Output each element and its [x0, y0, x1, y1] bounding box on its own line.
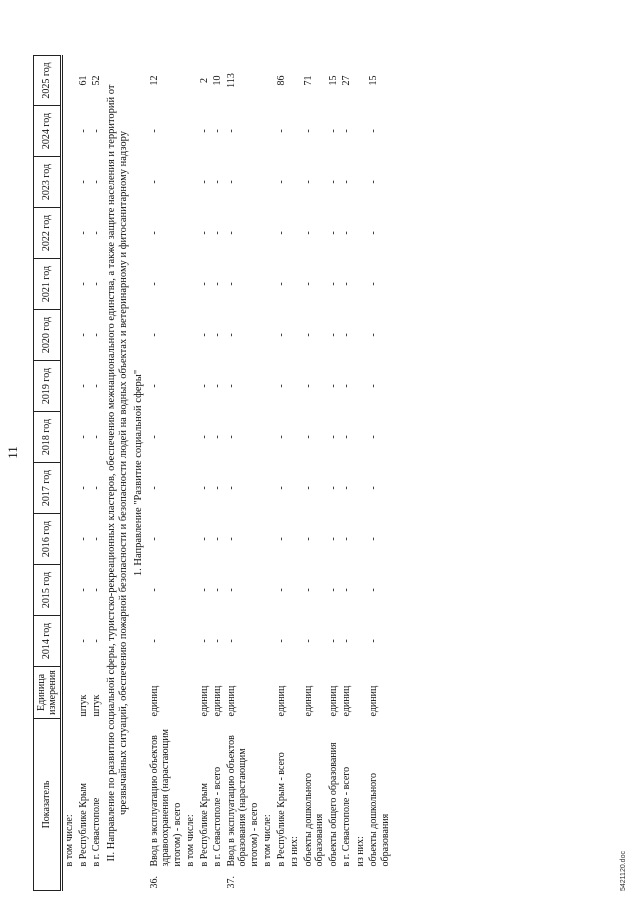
header-year: 2016 год: [34, 513, 62, 564]
row-value: 52: [91, 75, 102, 86]
row-value: -: [212, 537, 224, 541]
table-row: [198, 55, 212, 890]
row-value: -: [275, 129, 287, 133]
row-value: [184, 55, 198, 105]
row-value: [288, 564, 302, 615]
row-unit: [261, 666, 275, 718]
row-value: -: [225, 588, 237, 592]
row-value: -: [77, 537, 89, 541]
row-label: в Республике Крым: [77, 783, 89, 867]
row-label: из них:: [354, 836, 366, 867]
table-row: [225, 55, 262, 890]
row-unit: единиц: [212, 685, 224, 717]
row-value: 15: [368, 75, 380, 86]
row-value: [261, 55, 275, 105]
row-value: [261, 105, 275, 156]
row-value: [62, 360, 77, 411]
row-value: -: [368, 333, 380, 337]
table-row: [340, 55, 354, 890]
row-value: -: [198, 180, 210, 184]
row-value: -: [77, 129, 89, 133]
row-value: -: [77, 231, 89, 235]
row-unit: [354, 666, 368, 718]
row-value: [354, 156, 368, 207]
row-value: -: [212, 333, 224, 337]
row-value: -: [77, 639, 89, 643]
row-value: [184, 309, 198, 360]
row-value: -: [302, 129, 314, 133]
row-value: -: [341, 384, 353, 388]
row-value: -: [91, 231, 102, 235]
row-value: -: [212, 435, 224, 439]
row-value: -: [302, 588, 314, 592]
row-unit: штук: [91, 694, 102, 717]
table-row: [148, 55, 185, 890]
row-value: [354, 55, 368, 105]
row-value: [354, 615, 368, 666]
table-row: [62, 55, 77, 890]
row-value: -: [275, 333, 287, 337]
row-value: [288, 156, 302, 207]
table-row: [184, 55, 198, 890]
table-row: [327, 55, 341, 890]
row-value: -: [275, 588, 287, 592]
header-year: 2021 год: [34, 258, 62, 309]
header-year: 2020 год: [34, 309, 62, 360]
row-value: -: [225, 435, 237, 439]
row-value: -: [225, 180, 237, 184]
row-value: -: [327, 486, 339, 490]
subsection-row: [132, 55, 148, 890]
row-value: -: [327, 282, 339, 286]
row-value: -: [368, 282, 380, 286]
row-label: в том числе:: [185, 814, 197, 867]
row-value: -: [341, 282, 353, 286]
row-value: [62, 258, 77, 309]
row-label: в том числе:: [262, 814, 274, 867]
row-number: [62, 869, 77, 891]
row-value: [184, 615, 198, 666]
row-value: [288, 258, 302, 309]
row-value: [354, 462, 368, 513]
row-value: [62, 207, 77, 258]
row-value: [261, 309, 275, 360]
row-value: -: [91, 180, 102, 184]
row-value: -: [212, 486, 224, 490]
row-value: 113: [225, 73, 237, 88]
row-label: объекты общего образования: [327, 742, 339, 867]
row-value: -: [341, 180, 353, 184]
row-value: -: [302, 435, 314, 439]
row-value: -: [148, 231, 160, 235]
row-value: -: [148, 333, 160, 337]
row-value: -: [327, 384, 339, 388]
row-label: в Республике Крым: [198, 783, 210, 867]
row-value: -: [368, 231, 380, 235]
row-value: [184, 258, 198, 309]
row-value: [184, 207, 198, 258]
row-value: -: [198, 486, 210, 490]
row-value: -: [91, 282, 102, 286]
row-value: [354, 258, 368, 309]
row-value: -: [212, 129, 224, 133]
row-value: [62, 105, 77, 156]
row-value: -: [148, 180, 160, 184]
row-value: [62, 156, 77, 207]
row-value: -: [341, 129, 353, 133]
header-year: 2014 год: [34, 615, 62, 666]
row-value: -: [327, 333, 339, 337]
row-value: -: [302, 486, 314, 490]
row-value: -: [212, 384, 224, 388]
row-value: -: [77, 384, 89, 388]
row-label: объекты дошкольного образования: [368, 772, 391, 867]
row-label: в г. Севастополе: [91, 797, 102, 867]
header-year: 2024 год: [34, 105, 62, 156]
row-number: 37.: [225, 876, 237, 889]
row-value: [261, 207, 275, 258]
row-value: -: [77, 333, 89, 337]
row-value: -: [198, 384, 210, 388]
row-value: -: [302, 282, 314, 286]
section-row: [104, 55, 132, 890]
row-value: [62, 564, 77, 615]
row-value: -: [302, 639, 314, 643]
row-value: -: [198, 435, 210, 439]
row-value: -: [302, 231, 314, 235]
row-value: [62, 462, 77, 513]
row-value: -: [275, 435, 287, 439]
row-value: -: [91, 435, 102, 439]
row-value: -: [368, 435, 380, 439]
table-row: [288, 55, 302, 890]
row-value: 12: [148, 75, 160, 86]
row-label: Ввод в эксплуатацию объектов образования (нарастающим итогом) - всего: [225, 735, 260, 867]
header-year: 2022 год: [34, 207, 62, 258]
row-value: -: [302, 180, 314, 184]
row-unit: единиц: [198, 685, 210, 717]
row-value: [62, 309, 77, 360]
header-year: 2017 год: [34, 462, 62, 513]
row-value: -: [341, 639, 353, 643]
table-header-row: [34, 55, 62, 890]
row-value: [261, 411, 275, 462]
row-value: -: [368, 180, 380, 184]
header-year: 2025 год: [34, 55, 62, 105]
row-value: -: [198, 231, 210, 235]
row-number: [327, 869, 341, 891]
row-value: -: [212, 231, 224, 235]
row-label: в г. Севастополе - всего: [212, 766, 224, 867]
table-row: [90, 55, 104, 890]
row-value: [184, 513, 198, 564]
row-value: [261, 564, 275, 615]
row-value: [288, 360, 302, 411]
row-unit: штук: [77, 694, 89, 717]
row-value: -: [368, 639, 380, 643]
row-value: -: [198, 537, 210, 541]
row-unit: [288, 666, 302, 718]
page-number: 11: [5, 446, 20, 459]
row-value: -: [77, 588, 89, 592]
footer-document-code: 5421120.doc: [620, 851, 627, 891]
row-value: -: [148, 129, 160, 133]
section-2-title: II. Направление по развитию социальной сферы, туристско-рекреационных кластеров, обеспечению межнационального единства, а также защите населения и территорий от чрезвычайных ситуаций, обеспечению пожарной безопасности и безопасности людей на водных объектах и ветеринарному и фитосанитарному надзору: [105, 84, 129, 862]
row-value: -: [275, 384, 287, 388]
row-value: 61: [77, 75, 89, 86]
header-year: 2015 год: [34, 564, 62, 615]
row-value: -: [225, 129, 237, 133]
row-value: -: [327, 588, 339, 592]
table-row: [211, 55, 225, 890]
row-number: [261, 869, 275, 891]
section-headings: [104, 55, 148, 890]
header-year: 2023 год: [34, 156, 62, 207]
row-value: 71: [302, 75, 314, 86]
row-value: -: [77, 435, 89, 439]
row-value: [184, 564, 198, 615]
row-value: -: [198, 333, 210, 337]
table-body-top: [62, 55, 104, 890]
header-year: 2018 год: [34, 411, 62, 462]
table-row: [367, 55, 392, 890]
row-value: [354, 564, 368, 615]
row-value: -: [198, 282, 210, 286]
row-value: -: [341, 333, 353, 337]
row-value: 2: [198, 77, 210, 83]
row-value: -: [368, 537, 380, 541]
row-value: -: [91, 537, 102, 541]
row-value: -: [148, 282, 160, 286]
row-value: [261, 360, 275, 411]
row-value: -: [327, 129, 339, 133]
row-unit: единиц: [327, 685, 339, 717]
row-value: -: [275, 231, 287, 235]
row-value: -: [275, 180, 287, 184]
row-value: [354, 309, 368, 360]
row-value: -: [275, 537, 287, 541]
row-value: -: [368, 588, 380, 592]
table-row: [302, 55, 327, 890]
row-value: -: [225, 282, 237, 286]
row-value: -: [302, 384, 314, 388]
row-value: -: [212, 639, 224, 643]
subsection-1-title: 1. Направление "Развитие социальной сферы": [132, 369, 144, 577]
row-number: [90, 869, 104, 891]
row-unit: единиц: [275, 685, 287, 717]
row-value: [288, 615, 302, 666]
row-value: -: [225, 384, 237, 388]
row-value: -: [91, 129, 102, 133]
row-value: -: [225, 537, 237, 541]
row-value: -: [225, 333, 237, 337]
row-number: [77, 869, 91, 891]
row-value: -: [77, 180, 89, 184]
row-value: -: [275, 486, 287, 490]
row-value: [288, 105, 302, 156]
row-value: -: [91, 486, 102, 490]
row-value: [184, 411, 198, 462]
header-year: 2019 год: [34, 360, 62, 411]
row-value: [261, 156, 275, 207]
table-row: [77, 55, 91, 890]
row-number: [211, 869, 225, 891]
row-value: [354, 105, 368, 156]
row-number: [288, 869, 302, 891]
row-value: -: [148, 537, 160, 541]
row-value: [261, 513, 275, 564]
row-value: -: [212, 282, 224, 286]
row-value: -: [91, 588, 102, 592]
row-value: -: [368, 384, 380, 388]
row-value: -: [91, 333, 102, 337]
row-label: в г. Севастополе - всего: [341, 766, 353, 867]
row-unit: единиц: [368, 685, 380, 717]
row-value: -: [327, 435, 339, 439]
row-unit: [184, 666, 198, 718]
row-value: -: [368, 486, 380, 490]
row-value: [288, 207, 302, 258]
row-value: -: [148, 486, 160, 490]
row-number: [367, 869, 392, 891]
row-value: -: [341, 435, 353, 439]
row-value: -: [302, 333, 314, 337]
header-unit: Единица измерения: [34, 666, 62, 718]
table-row: [354, 55, 368, 890]
row-value: [354, 513, 368, 564]
row-label: объекты дошкольного образования: [302, 772, 326, 867]
row-unit: единиц: [148, 685, 160, 717]
row-value: [184, 105, 198, 156]
row-value: -: [148, 435, 160, 439]
row-label: в Республике Крым - всего: [275, 752, 287, 867]
row-value: 86: [275, 75, 287, 86]
row-value: 27: [341, 75, 353, 86]
row-value: [62, 55, 77, 105]
row-value: -: [77, 486, 89, 490]
table-row: [275, 55, 289, 890]
row-value: [354, 411, 368, 462]
row-number: [354, 869, 368, 891]
row-value: 15: [327, 75, 339, 86]
row-label: в том числе:: [64, 814, 75, 867]
row-value: -: [302, 537, 314, 541]
row-value: -: [225, 486, 237, 490]
row-value: [354, 207, 368, 258]
row-value: -: [225, 639, 237, 643]
row-value: [288, 411, 302, 462]
row-value: [184, 462, 198, 513]
row-number: [184, 869, 198, 891]
row-value: [62, 411, 77, 462]
row-value: -: [341, 537, 353, 541]
row-value: -: [341, 588, 353, 592]
row-value: -: [275, 282, 287, 286]
row-value: -: [91, 384, 102, 388]
row-value: -: [148, 639, 160, 643]
row-unit: единиц: [302, 685, 314, 717]
row-unit: единиц: [341, 685, 353, 717]
row-value: [288, 309, 302, 360]
row-number: 36.: [148, 876, 160, 889]
row-value: -: [212, 588, 224, 592]
row-value: [288, 462, 302, 513]
row-value: -: [368, 129, 380, 133]
row-value: [354, 360, 368, 411]
row-value: -: [275, 639, 287, 643]
row-value: -: [91, 639, 102, 643]
row-value: [62, 513, 77, 564]
row-value: -: [327, 537, 339, 541]
row-label: из них:: [289, 836, 301, 867]
row-value: -: [77, 282, 89, 286]
row-value: 10: [212, 75, 224, 86]
row-value: -: [225, 231, 237, 235]
row-value: [288, 513, 302, 564]
row-unit: [62, 666, 77, 718]
row-value: -: [327, 180, 339, 184]
row-value: -: [198, 588, 210, 592]
header-indicator: Показатель: [34, 718, 62, 890]
row-number: [198, 869, 212, 891]
row-value: -: [327, 231, 339, 235]
row-value: [261, 615, 275, 666]
row-value: -: [198, 129, 210, 133]
row-value: [184, 156, 198, 207]
row-value: [184, 360, 198, 411]
table-row: [261, 55, 275, 890]
row-value: -: [341, 486, 353, 490]
row-number: [302, 869, 327, 891]
row-value: [288, 55, 302, 105]
row-value: -: [212, 180, 224, 184]
row-value: [261, 258, 275, 309]
table-body-bottom: [148, 55, 393, 890]
row-number: [340, 869, 354, 891]
row-value: -: [148, 384, 160, 388]
row-value: -: [148, 588, 160, 592]
indicators-table: [33, 55, 392, 891]
row-value: [62, 615, 77, 666]
row-unit: единиц: [225, 685, 237, 717]
row-label: Ввод в эксплуатацию объектов здравоохранения (нарастающим итогом) - всего: [148, 728, 183, 867]
row-value: [261, 462, 275, 513]
row-value: -: [198, 639, 210, 643]
row-value: -: [327, 639, 339, 643]
row-number: [275, 869, 289, 891]
row-value: -: [341, 231, 353, 235]
